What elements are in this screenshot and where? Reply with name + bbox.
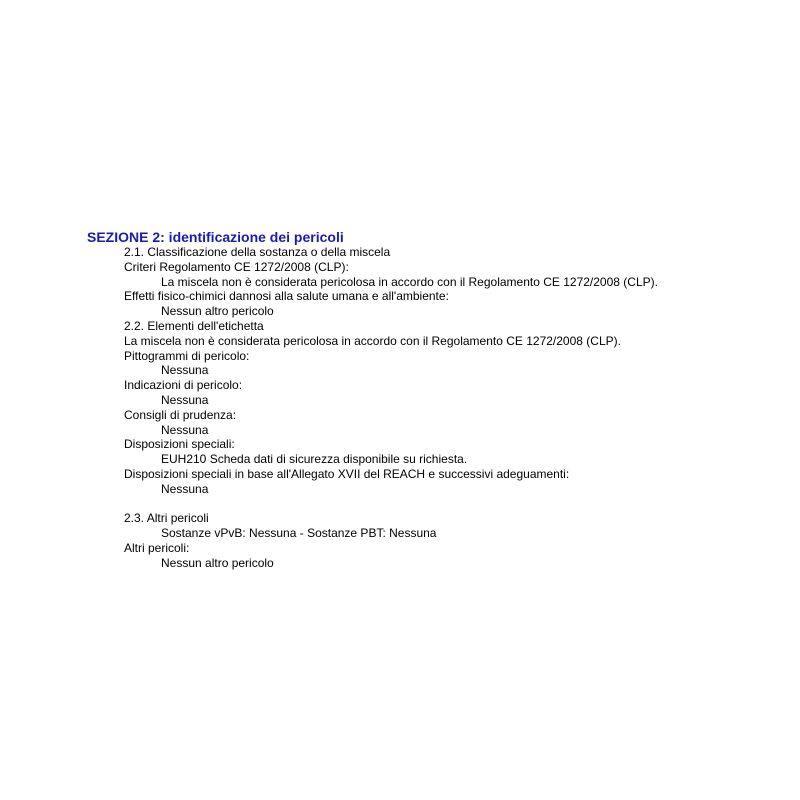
text-line: 2.3. Altri pericoli <box>124 511 209 526</box>
text-line: Nessuna <box>161 481 209 496</box>
text-line: Disposizioni speciali in base all'Allegato XVII del REACH e successivi adeguamenti: <box>124 467 570 481</box>
text-line: Altri pericoli: <box>124 541 190 555</box>
text-line: Sostanze vPvB: Nessuna - Sostanze PBT: Nessuna <box>161 526 437 541</box>
text-line: Nessuna <box>161 422 209 437</box>
text-line: Nessuna <box>161 393 209 407</box>
text-line: Consigli di prudenza: <box>124 407 237 422</box>
text-line: Disposizioni speciali: <box>124 437 235 452</box>
text-line: Pittogrammi di pericolo: <box>124 348 250 363</box>
text-line: EUH210 Scheda dati di sicurezza disponibile su richiesta. <box>161 452 468 467</box>
text-line: 2.1. Classificazione della sostanza o della miscela <box>124 245 391 259</box>
text-line: Indicazioni di pericolo: <box>124 378 243 393</box>
text-line: Criteri Regolamento CE 1272/2008 (CLP): <box>124 259 349 274</box>
text-line: Nessun altro pericolo <box>161 555 274 570</box>
text-line: Nessuna <box>161 363 209 378</box>
text-line: La miscela non è considerata pericolosa in accordo con il Regolamento CE 1272/2008 (CLP). <box>161 274 658 289</box>
section-title: SEZIONE 2: identificazione dei pericoli <box>87 229 344 245</box>
text-line: Effetti fisico-chimici dannosi alla salute umana e all'ambiente: <box>124 289 449 304</box>
text-line: Nessun altro pericolo <box>161 304 274 319</box>
text-line: La miscela non è considerata pericolosa in accordo con il Regolamento CE 1272/2008 (CLP). <box>124 333 621 348</box>
text-line: 2.2. Elementi dell'etichetta <box>124 319 264 333</box>
